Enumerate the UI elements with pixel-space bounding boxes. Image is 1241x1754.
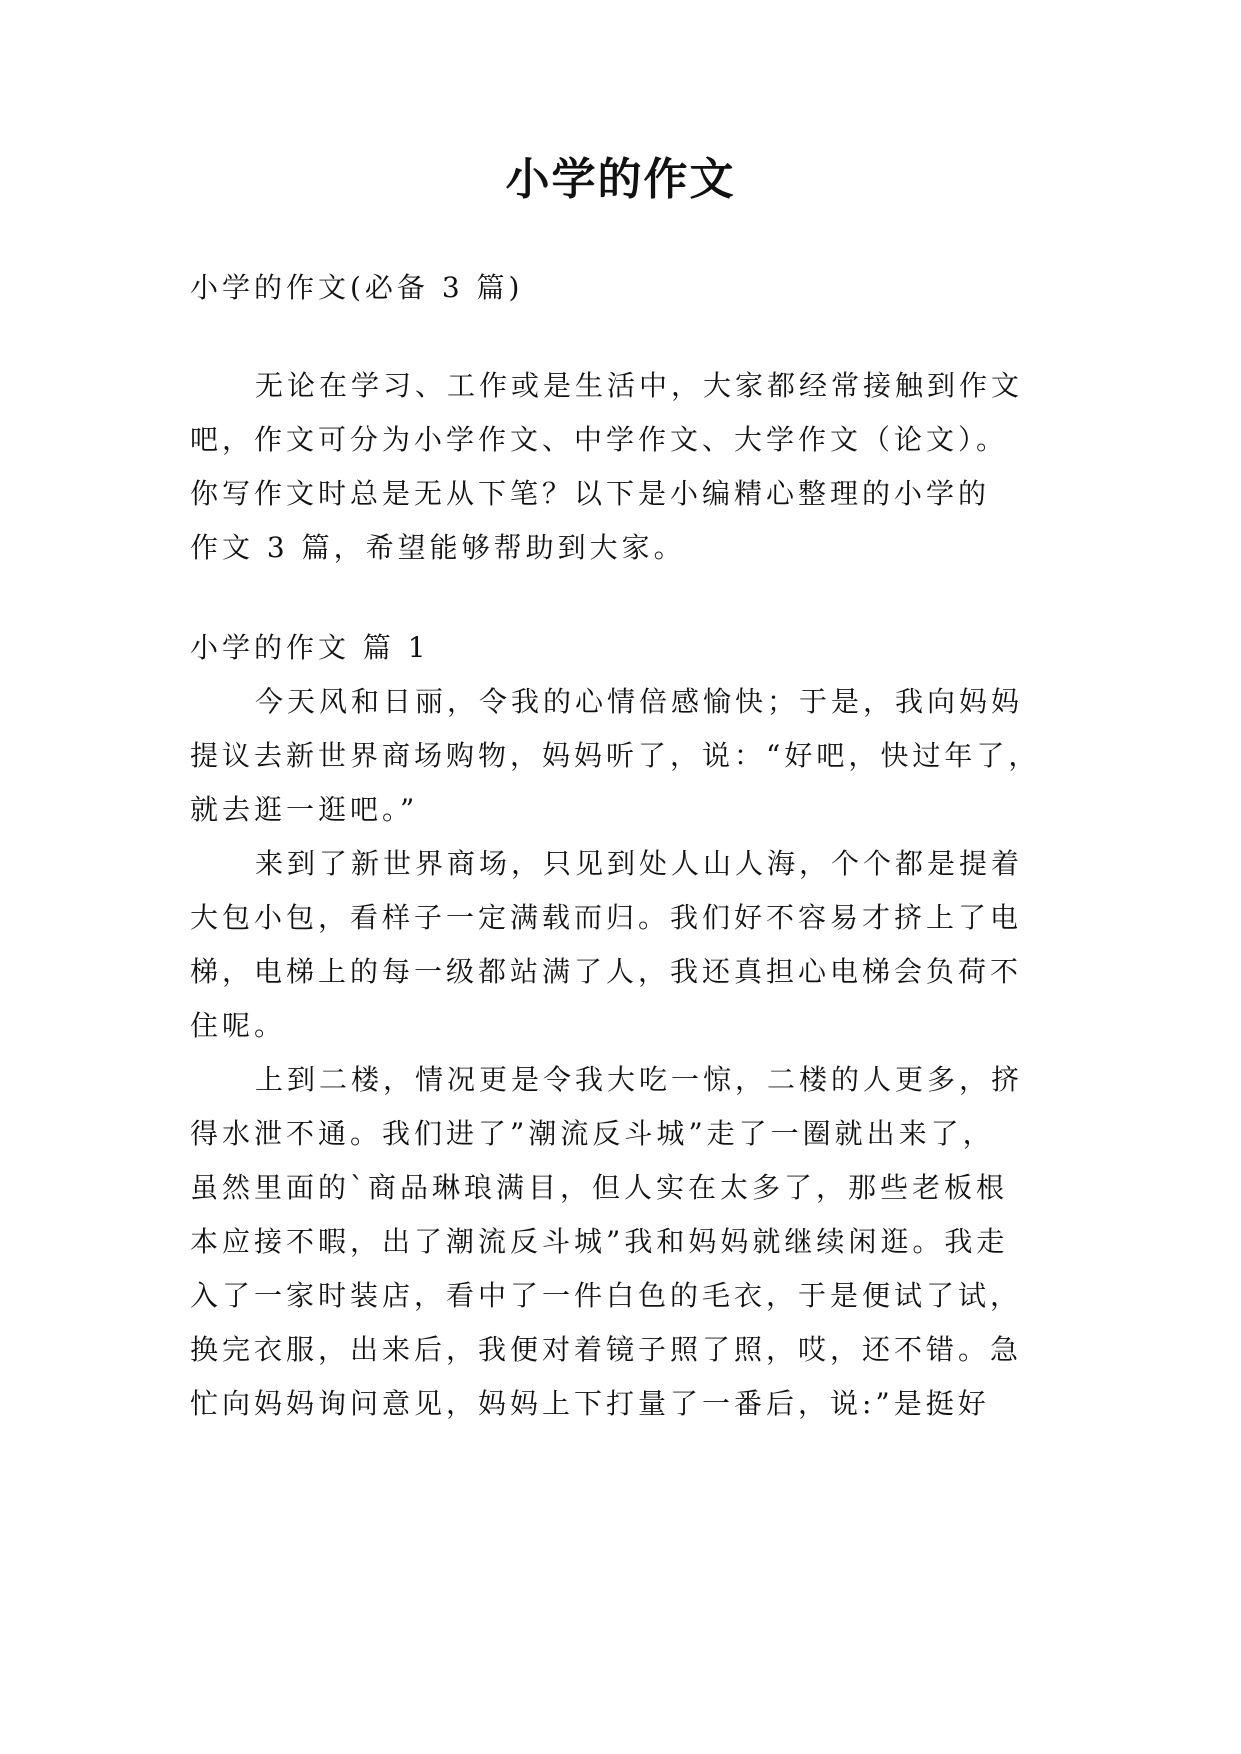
document-subtitle: 小学的作文(必备 3 篇) xyxy=(190,271,524,304)
section-heading: 小学的作文 篇 1 xyxy=(190,631,430,664)
intro-line: 吧，作文可分为小学作文、中学作文、大学作文（论文）。 xyxy=(190,423,1009,456)
paragraph-line: 上到二楼，情况更是令我大吃一惊，二楼的人更多，挤 xyxy=(255,1063,1024,1096)
paragraph-line: 忙向妈妈询问意见，妈妈上下打量了一番后，说:”是挺好 xyxy=(190,1387,990,1420)
paragraph-line: 梯，电梯上的每一级都站满了人，我还真担心电梯会负荷不 xyxy=(190,955,1023,988)
intro-line: 无论在学习、工作或是生活中，大家都经常接触到作文 xyxy=(255,369,1024,402)
paragraph-line: 大包小包，看样子一定满载而归。我们好不容易才挤上了电 xyxy=(190,901,1023,934)
paragraph-line: 得水泄不通。我们进了”潮流反斗城”走了一圈就出来了， xyxy=(190,1117,995,1150)
paragraph-line: 本应接不暇，出了潮流反斗城”我和妈妈就继续闲逛。我走 xyxy=(190,1225,1009,1258)
paragraph-line: 换完衣服，出来后，我便对着镜子照了照，哎，还不错。急 xyxy=(190,1333,1023,1366)
paragraph-line: 来到了新世界商场，只见到处人山人海，个个都是提着 xyxy=(255,847,1024,880)
intro-line: 作文 3 篇，希望能够帮助到大家。 xyxy=(190,531,686,564)
paragraph-line: 入了一家时装店，看中了一件白色的毛衣，于是便试了试， xyxy=(190,1279,1023,1312)
paragraph-line: 住呢。 xyxy=(190,1009,287,1042)
paragraph-line: 今天风和日丽，令我的心情倍感愉快；于是，我向妈妈 xyxy=(255,685,1024,718)
intro-line: 你写作文时总是无从下笔？以下是小编精心整理的小学的 xyxy=(190,477,991,510)
page-title: 小学的作文 xyxy=(505,154,736,205)
paragraph-line: 提议去新世界商场购物，妈妈听了，说：“好吧，快过年了， xyxy=(190,739,1041,772)
paragraph-line: 就去逛一逛吧。” xyxy=(190,793,419,826)
paragraph-line: 虽然里面的`商品琳琅满目，但人实在太多了，那些老板根 xyxy=(190,1171,1009,1204)
